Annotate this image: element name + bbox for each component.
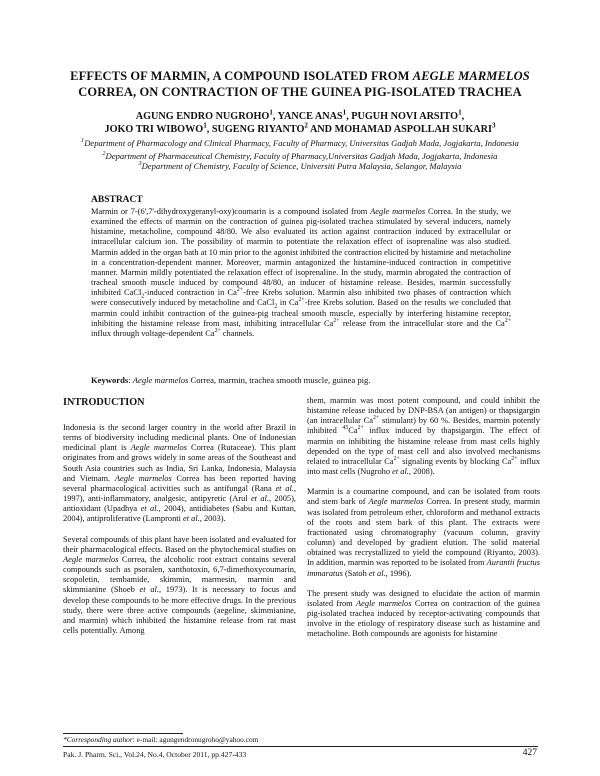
paragraph: them, marmin was most potent compound, and could inhibit the histamine release induced by DNP-BSA (an antigen) or thapsigargin (an intracellular $Ca^{2+}$ stimulant) by 60 %. Besides, marmin potently inhibited $^{45}Ca^{2+}$ influx induced by thapsigargin. The effect of marmin on inhibiting the histamine release from mast cells highly depended on the type of mast cell and also involved mechanisms related to intracellular $Ca^{2+}$ signaling events by blocking $Ca^{2+}$ influx into mast cells (Nugroho et al., 2008). [307,396,540,477]
author: PUGUH NOVI ARSITO [351,111,459,122]
author: SUGENG RIYANTO [211,124,305,135]
paragraph: Marmin is a coumarine compound, and can be isolated from roots and stem bark of Aegle marmelos Correa. In present study, marmin was isolated from petroleum ether, chloroform and methanol extracts of the roots and stem bark of this plant. The extracts were fractionated using chromatography (vacuum column, gravity column) and developed by gradient elution. The solid material obtained was recrystallized to yield the compound (Riyanto, 2003). In addition, marmin was reported to be isolated from Aurantii fructus immaratus (Satoh et al., 1996). [307,487,540,578]
paragraph: Several compounds of this plant have been isolated and evaluated for their pharmacological effects. Based on the phytochemical studies on Aegle marmelos Correa, the alcoholic root extract contains several compounds such as psoralen, xanthotoxin, 6,7-dimethoxycoumarin, scopoletin, tembamide, skimmin, marmesin, marmin and skimmianine (Shoeb et al., 1973). It is necessary to focus and develop these compounds to be more effective drugs. In the previous study, there were three active compounds (aegeline, skimmianine, and marmin) which inhibited the histamine release from rat mast cells potentially. Among [63,534,296,635]
corresponding-author-footnote: *Corresponding author: e-mail: agungendronugroho@yahoo.com [63,735,259,744]
footer-divider [63,746,538,747]
affiliations [70,138,530,172]
author: MOHAMAD ASPOLLAH SUKARI [334,124,492,135]
affiliation: $^1$Department of Pharmacology and Clinical Pharmacy, Faculty of Pharmacy, Universitas Gadjah Mada, Jogjakarta, Indonesia [81,138,519,148]
paragraph: Indonesia is the second larger country in the world after Brazil in terms of biodiversity including medicinal plants. One of Indonesian medicinal plant is Aegle marmelos Correa (Rutaceae). This plant originates from and grows widely in some areas of the Southeast and South Asia countries such as India, Sri Lanka, Indonesia, Malaysia and Vietnam. Aegle marmelos Correa has been reported having several pharmacological activities such as antifungal (Rana et al., 1997), anti-inflammatory, analgesic, antipyretic (Arul et al., 2005), antioxidant (Upadhya et al., 2004), antidiabetes (Sabu and Kuttan, 2004), antiproliferative (Lampronti et al., 2003). [63,423,297,524]
author: AGUNG ENDRO NUGROHO [135,111,270,122]
introduction-heading: INTRODUCTION [63,397,145,408]
keywords-label: Keywords [91,375,129,385]
footnote-rule [63,733,183,734]
paragraph: The present study was designed to elucidate the action of marmin isolated from Aegle marmelos Correa on contraction of the guinea pig-isolated trachea induced by receptor-activating compounds that involve in the etiology of respiratory disease such as histamine and metacholine. Both compounds are agonists for histamine [307,588,540,639]
left-column [63,423,296,646]
author-list: AGUNG ENDRO NUGROHO$^1$, YANCE ANAS$^1$, PUGUH NOVI ARSITO$^1$, JOKO TRI WIBOWO$^1$, SUGENG RIYANTO$^2$ AND MOHAMAD ASPOLLAH SUKARI$^3$ [104,108,496,135]
affiliation: $^3$Department of Chemistry, Faculty of Science, Universiti Putra Malaysia, Selangor, Malaysia [138,161,462,172]
journal-citation: Pak. J. Pharm. Sci., Vol.24, No.4, October 2011, pp.427-433 [63,750,247,759]
author: YANCE ANAS [277,111,343,122]
title-line1: EFFECTS OF MARMIN, A COMPOUND ISOLATED FROM [70,69,410,83]
keywords: Keywords: Aegle marmelos Correa, marmin, trachea smooth muscle, guinea pig. [91,375,371,385]
abstract-heading: ABSTRACT [91,195,143,205]
right-column [307,396,540,649]
affiliation: $^2$Department of Pharmaceutical Chemistry, Faculty of Pharmacy,Universitas Gadjah Mada, Jogjakarta, Indonesia [102,150,498,161]
abstract-body: Marmin or 7-(6',7'-dihydroxygeranyl-oxy)coumarin is a compound isolated from Aegle marmelos Correa. In the study, we examined the effects of marmin on the contraction of guinea pig-isolated trachea stimulated by several inducers, namely histamine, metacholine, compound 48/80. We also evaluated its action against contraction induced by extracellular or intracellular calcium ion. The possibility of marmin to potentiate the relaxation effect of isoprenaline was also studied. Marmin added in the organ bath at 10 min prior to the agonist inhibited the contraction elicited by histamine and metacholine in a concentration-dependent manner. Moreover, marmin antagonized the histamine-induced contraction in competitive manner. Marmin mildly potentiated the relaxation effect of isoprenaline. In the study, marmin abrogated the contraction of tracheal smooth muscle induced by compound 48/80, an inducer of histamine release. Besides, marmin successfully inhibited CaCl$_2$-induced contraction in $Ca^{2+}$-free Krebs solution. Marmin also inhibited two phases of contraction which were consecutively induced by metacholine and CaCl$_2$ in $Ca^{2+}$-free Krebs solution. Based on the results we concluded that marmin could inhibit contraction of the guinea-pig tracheal smooth muscle, especially by interfering histamine receptor, inhibiting the histamine release from mast, inhibiting intracellular $Ca^{2+}$ release from the intracellular store and the $Ca^{2+}$ influx through voltage-dependent $Ca^{2+}$ channels. [91,207,511,338]
author: JOKO TRI WIBOWO [104,124,204,135]
title-italic: AEGLE MARMELOS [412,69,530,83]
page-number: 427 [522,748,537,758]
paper-title [60,68,540,100]
title-line2: CORREA, ON CONTRACTION OF THE GUINEA PIG-ISOLATED TRACHEA [78,85,522,99]
